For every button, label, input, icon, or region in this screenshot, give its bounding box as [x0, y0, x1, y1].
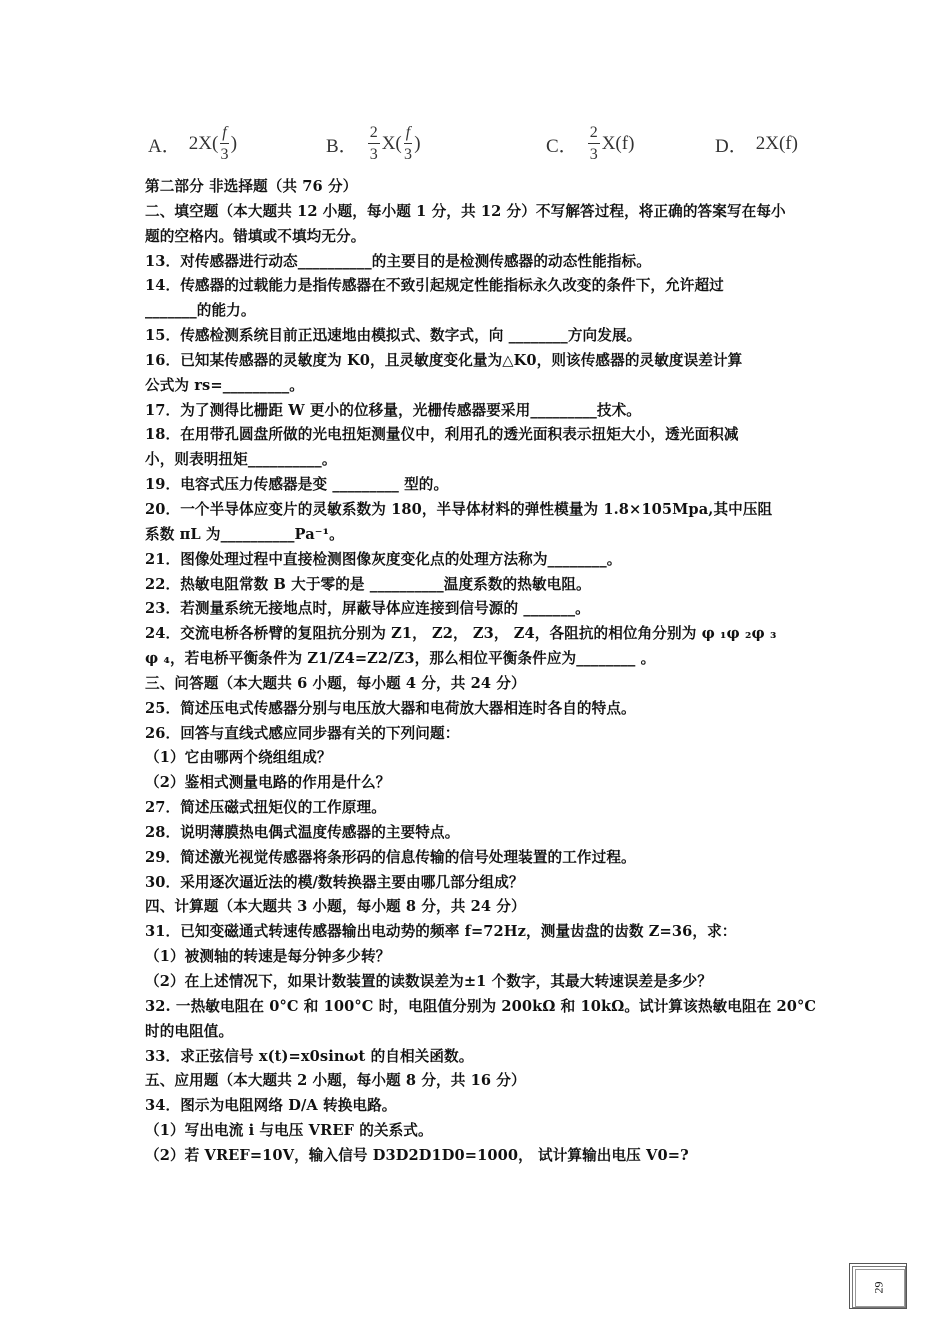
question-text	[145, 175, 817, 1169]
option-a-prefix: 2X(	[188, 133, 219, 154]
option-a-num: f	[220, 125, 228, 144]
text-line: 34．图示为电阻网络 D/A 转换电路。	[145, 1097, 397, 1115]
text-line: （2）若 VREF=10V，输入信号 D3D2D1D0=1000， 试计算输出电压 V0=?	[145, 1146, 689, 1164]
text-line: 三、问答题（本大题共 6 小题，每小题 4 分，共 24 分）	[145, 674, 526, 692]
text-line: 27．简述压磁式扭矩仪的工作原理。	[145, 799, 386, 817]
text-line: （1）被测轴的转速是每分钟多少转？	[145, 948, 391, 966]
text-line: 19．电容式压力传感器是变 _________ 型的。	[145, 476, 449, 494]
page-number: 29	[871, 1281, 886, 1293]
text-line: 15．传感检测系统目前正迅速地由模拟式、数字式，向 ________方向发展。	[145, 327, 642, 345]
text-line: 17．为了测得比栅距 W 更小的位移量，光栅传感器要采用_________技术。	[145, 401, 641, 419]
text-line: 31．已知变磁通式转速传感器输出电动势的频率 f=72Hz，测量齿盘的齿数 Z=36，求：	[145, 923, 737, 941]
option-b-fraction	[404, 125, 412, 163]
option-b-coef-den: 3	[369, 146, 378, 163]
option-c-letter: C．	[546, 135, 578, 157]
text-line: 公式为 rs=_________。	[145, 376, 304, 394]
text-line: 26．回答与直线式感应同步器有关的下列问题：	[145, 724, 460, 742]
option-c-text: X(f)	[601, 133, 635, 154]
text-line: 题的空格内。错填或不填均无分。	[145, 227, 366, 245]
text-line: 时的电阻值。	[145, 1022, 234, 1040]
option-d	[715, 118, 798, 170]
text-line: 四、计算题（本大题共 3 小题，每小题 8 分，共 24 分）	[145, 898, 526, 916]
text-line: 系数 πL 为__________Pa⁻¹。	[145, 525, 344, 543]
text-line: _______的能力。	[145, 302, 256, 320]
option-b-suffix: )	[414, 133, 421, 154]
text-line: 28．说明薄膜热电偶式温度传感器的主要特点。	[145, 823, 460, 841]
text-line: 20．一个半导体应变片的灵敏系数为 180，半导体材料的弹性模量为 1.8×105Mpa,其中压阻	[145, 500, 773, 518]
option-b-den: 3	[403, 146, 412, 163]
option-c-coef-den: 3	[589, 146, 598, 163]
option-c	[546, 118, 634, 170]
text-line: 五、应用题（本大题共 2 小题，每小题 8 分，共 16 分）	[145, 1072, 526, 1090]
text-line: 13．对传感器进行动态__________的主要目的是检测传感器的动态性能指标。	[145, 252, 651, 270]
option-a-den: 3	[220, 146, 229, 163]
text-line: 21．图像处理过程中直接检测图像灰度变化点的处理方法称为________。	[145, 550, 622, 568]
option-b-coef-num: 2	[368, 125, 380, 144]
text-line: 16．已知某传感器的灵敏度为 K0，且灵敏度变化量为△K0，则该传感器的灵敏度误差计算	[145, 351, 743, 369]
text-line: 18．在用带孔圆盘所做的光电扭矩测量仪中，利用孔的透光面积表示扭矩大小，透光面积减	[145, 426, 739, 444]
option-b-mid: X(	[381, 133, 402, 154]
option-a-fraction	[220, 125, 228, 163]
option-b-num: f	[404, 125, 412, 144]
text-line: （2）在上述情况下，如果计数装置的读数误差为±1 个数字，其最大转速误差是多少？	[145, 973, 712, 990]
text-line: 24．交流电桥各桥臂的复阻抗分别为 Z1， Z2， Z3， Z4，各阻抗的相位角分别为 φ ₁φ ₂φ ₃	[145, 625, 777, 643]
text-line: 25．简述压电式传感器分别与电压放大器和电荷放大器相连时各自的特点。	[145, 699, 636, 717]
page-number-box	[849, 1263, 909, 1311]
text-line: 第二部分 非选择题（共 76 分）	[145, 178, 358, 195]
option-a	[148, 118, 237, 170]
text-line: 30．采用逐次逼近法的模/数转换器主要由哪几部分组成？	[145, 873, 524, 891]
option-d-text: 2X(f)	[755, 133, 798, 154]
text-line: 二、填空题（本大题共 12 小题，每小题 1 分，共 12 分）不写解答过程，将正确的答案写在每小	[145, 202, 786, 220]
text-line: 14．传感器的过载能力是指传感器在不致引起规定性能指标永久改变的条件下，允许超过	[145, 277, 724, 295]
text-line: 33．求正弦信号 x(t)=x0sinωt 的自相关函数。	[145, 1047, 474, 1065]
option-b-coef	[368, 125, 380, 163]
option-a-letter: A．	[148, 135, 181, 157]
text-line: φ ₄，若电桥平衡条件为 Z1/Z4=Z2/Z3，那么相位平衡条件应为________ 。	[145, 650, 656, 668]
text-line: （1）它由哪两个绕组组成？	[145, 749, 332, 767]
option-c-coef	[588, 125, 600, 163]
text-line: 32. 一热敏电阻在 0°C 和 100°C 时，电阻值分别为 200kΩ 和 10kΩ。试计算该热敏电阻在 20°C	[145, 997, 817, 1015]
option-b	[326, 118, 421, 170]
option-c-coef-num: 2	[588, 125, 600, 144]
text-line: 22．热敏电阻常数 B 大于零的是 __________温度系数的热敏电阻。	[145, 575, 591, 593]
option-a-suffix: )	[230, 133, 238, 154]
option-b-letter: B．	[326, 135, 358, 157]
text-line: （2）鉴相式测量电路的作用是什么？	[145, 774, 391, 792]
text-line: 23．若测量系统无接地点时，屏蔽导体应连接到信号源的 _______。	[145, 600, 590, 618]
text-line: （1）写出电流 i 与电压 VREF 的关系式。	[145, 1122, 433, 1140]
text-line: 小，则表明扭矩__________。	[145, 451, 337, 469]
option-d-letter: D．	[715, 135, 748, 157]
text-line: 29．简述激光视觉传感器将条形码的信息传输的信号处理装置的工作过程。	[145, 848, 636, 866]
answer-options	[148, 118, 808, 170]
